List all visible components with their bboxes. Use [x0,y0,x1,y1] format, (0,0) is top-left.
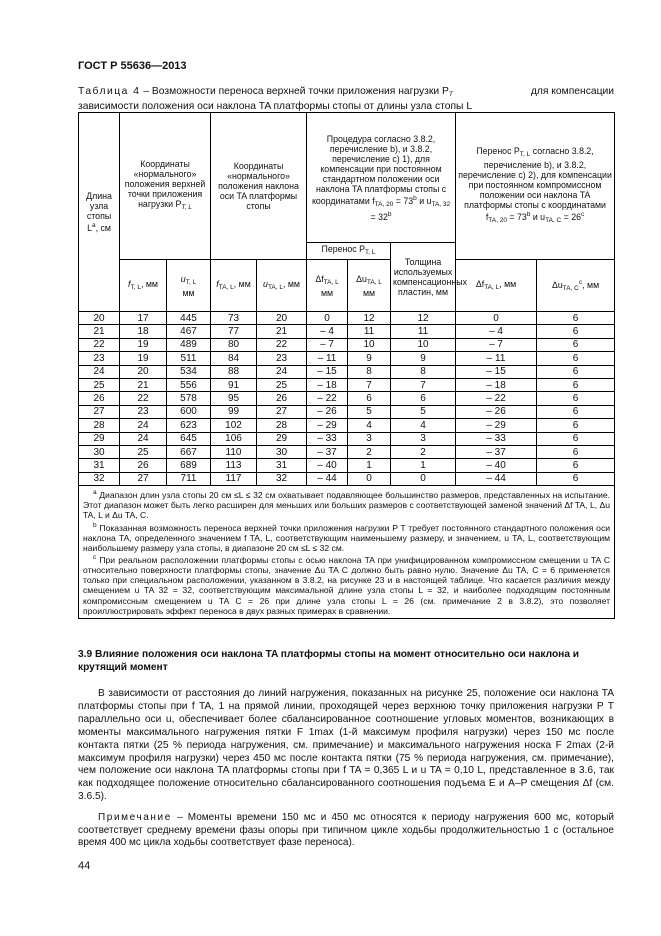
table-cell: 22 [79,338,120,351]
table-row [79,325,615,338]
caption-text-2: зависимости положения оси наклона TA платформы стопы от длины узла стопы L [78,101,473,112]
head-df-tal: $\Delta f_{TA, L}$ мм [307,260,348,312]
table-cell: 117 [211,472,257,485]
table-cell: 12 [391,312,456,325]
table-cell: – 11 [456,352,537,365]
table-cell: 6 [537,445,615,458]
table-cell: 22 [257,338,307,351]
table-cell: – 26 [307,405,348,418]
table-cell: 30 [257,445,307,458]
table-cell: 5 [391,405,456,418]
table-cell: 29 [79,432,120,445]
table-cell: 21 [120,378,167,391]
table-cell: 0 [391,472,456,485]
table-cell: 4 [348,419,391,432]
table-cell: 26 [79,392,120,405]
table-cell: 31 [257,459,307,472]
table-cell: 73 [211,312,257,325]
table-cell: 2 [391,445,456,458]
table-caption: Таблица 4 – Возможности переноса верхней точки приложения нагрузки $P_T$ для компенсации зависимости положения оси наклона TA платформы стопы от длины узла стопы L [78,86,614,112]
table-cell: 689 [167,459,211,472]
table-cell: 24 [120,432,167,445]
note-b: $^b$ Показанная возможность переноса верхней точки приложения нагрузки P T требует постоянного стандартного положения оси наклона TA, определенного значением f TA, L, соответствующим наименьшему размеру, и значением, u TA, L, соответствующим наибольшему размеру узла стопы, в диапазоне 20 см ≤L ≤ 32 см. [83,521,611,553]
note-a: $^а$ Диапазон длин узла стопы 20 см ≤L ≤ 32 см охватывает подавляющее большинство размеров, представленных на испытание. Этот диапазон может быть легко расширен для меньших или больших размеров с соответствующей заменой значений Δf TA, L, Δu TA, L и Δu TA, C. [83,489,611,521]
table-cell: 19 [120,352,167,365]
table-cell: – 40 [456,459,537,472]
head-procedure-2: Перенос $P_{T, L}$ согласно 3.8.2, перечисление b), и 3.8.2, перечисление с) 2), для компенсации при постоянном компромиссном положении оси наклона TA платформы стопы с координатами $f_{TA, 20} = 73^b$ и $u_{TA, C} = 26^с$ [456,113,615,260]
table-cell: 23 [257,352,307,365]
table-cell: 7 [391,378,456,391]
table-4 [78,112,615,619]
table-cell: 113 [211,459,257,472]
table-cell: – 26 [456,405,537,418]
table-row [79,365,615,378]
table-cell: 6 [537,325,615,338]
table-cell: 88 [211,365,257,378]
table-cell: 4 [391,419,456,432]
note-text: – Моменты времени 150 мс и 450 мс относятся к периоду нагружения 600 мс, который соответствует среднему времени фазы опоры при типичном цикле ходьбы продолжительностью 1 с (остальное время 400 мс цикла ходьбы соответствует фазе переноса). [78,812,614,849]
table-cell: 32 [257,472,307,485]
caption-text-1: – Возможности переноса верхней точки приложения нагрузки P [143,86,449,97]
table-row [79,312,615,325]
table-cell: 21 [79,325,120,338]
table-cell: 11 [391,325,456,338]
head-shim-thickness: Толщина используемых компенсационных пластин, мм [391,243,456,312]
table-cell: 2 [348,445,391,458]
head-du-tal: $\Delta u_{TA, L}$ мм [348,260,391,312]
table-cell: 95 [211,392,257,405]
table-cell: 623 [167,419,211,432]
table-cell: 6 [537,365,615,378]
table-row [79,472,615,485]
table-cell: – 29 [307,419,348,432]
table-cell: – 29 [456,419,537,432]
table-cell: 0 [456,312,537,325]
table-row [79,432,615,445]
head-procedure-1: Процедура согласно 3.8.2, перечисление b), и 3.8.2, перечисление с) 1), для компенсации при постоянном стандартном положении оси наклона TA платформы стопы с координатами $f_{TA, 20} = 73^b$ и $u_{TA, 32} = 32^b$ [307,113,456,243]
table-cell: 10 [348,338,391,351]
table-cell: 80 [211,338,257,351]
table-cell: 5 [348,405,391,418]
table-cell: – 44 [456,472,537,485]
head-u-tal: $u_{TA, L}$, мм [257,260,307,312]
table-cell: 26 [257,392,307,405]
table-cell: – 33 [456,432,537,445]
table-row [79,378,615,391]
table-cell: 20 [257,312,307,325]
table-cell: – 37 [307,445,348,458]
table-cell: – 11 [307,352,348,365]
table-cell: 600 [167,405,211,418]
head-f-tal: $f_{TA, L}$, мм [211,260,257,312]
section-title: 3.9 Влияние положения оси наклона TA платформы стопы на момент относительно оси наклона и крутящий момент [78,649,580,673]
caption-label: Таблица 4 [78,86,141,97]
table-cell: – 22 [456,392,537,405]
table-cell: 6 [537,405,615,418]
table-cell: 6 [537,352,615,365]
table-cell: 28 [79,419,120,432]
table-cell: 29 [257,432,307,445]
caption-text-1-end: для компенсации [530,86,614,97]
note-paragraph [78,812,614,850]
table-row [79,352,615,365]
table-row [79,392,615,405]
table-cell: 99 [211,405,257,418]
table-cell: 91 [211,378,257,391]
table-cell: 445 [167,312,211,325]
table-notes [79,486,615,619]
table-cell: – 15 [307,365,348,378]
table-cell: 467 [167,325,211,338]
table-cell: 20 [120,365,167,378]
table-cell: – 18 [456,378,537,391]
table-row [79,405,615,418]
table-cell: 27 [257,405,307,418]
table-cell: – 44 [307,472,348,485]
table-cell: 489 [167,338,211,351]
table-cell: – 37 [456,445,537,458]
head-u-tl: $u_{T, L}$ мм [167,260,211,312]
table-cell: 18 [120,325,167,338]
body-paragraph: В зависимости от расстояния до линий нагружения, показанных на рисунке 25, положение оси наклона TA платформы стопы при f TA, 1 на прямой линии, проходящей через верхнюю точку приложения нагрузки P T параллельно оси u, обеспечивает более сбалансированное соотношение угловых моментов, возникающих в моменты максимального нагружения пятки F 1max (1-й максимум профиля нагрузки) через 150 мс после контакта пятки (25 % периода нагружения, см. примечание) и максимального нагружения носка F 2max (2-й максимум профиля нагрузки) через 450 мс после контакта пятки (75 % периода нагружения, см. примечание), чем положение оси наклона TA платформы стопы при f TA = 0,365 L и u TA = 0,10 L, представленное в 3.6, так как подходящее положение относительно сбалансированного соотношения подъема E и A–P смещения Δf (см. 3.6.5). [78,688,614,803]
table-cell: 7 [348,378,391,391]
table-cell: 711 [167,472,211,485]
table-cell: 9 [391,352,456,365]
table-cell: 21 [257,325,307,338]
table-cell: 84 [211,352,257,365]
table-cell: 10 [391,338,456,351]
head-du-tac: $\Delta u_{TA, C}^c$, мм [537,260,615,312]
table-cell: – 7 [307,338,348,351]
table-cell: – 33 [307,432,348,445]
table-cell: 6 [537,419,615,432]
table-cell: – 4 [307,325,348,338]
table-cell: 6 [537,312,615,325]
head-transfer: Перенос $P_{T, L}$ [307,243,391,260]
head-length: Длина узла стопы $L^а$, см [79,113,120,312]
table-cell: 0 [307,312,348,325]
table-cell: 24 [120,419,167,432]
table-cell: 20 [79,312,120,325]
table-cell: – 18 [307,378,348,391]
head-df-tal-2: $\Delta f_{TA, L}$, мм [456,260,537,312]
table-cell: 578 [167,392,211,405]
table-cell: 1 [348,459,391,472]
table-row [79,338,615,351]
table-row [79,419,615,432]
table-cell: 3 [391,432,456,445]
table-cell: 27 [79,405,120,418]
table-cell: 23 [79,352,120,365]
table-cell: 511 [167,352,211,365]
table-cell: 22 [120,392,167,405]
table-cell: – 22 [307,392,348,405]
table-cell: 23 [120,405,167,418]
table-cell: 77 [211,325,257,338]
head-f-tl: $f_{T, L}$, мм [120,260,167,312]
table-cell: 6 [537,338,615,351]
table-cell: 556 [167,378,211,391]
table-body [79,312,615,486]
table-row [79,445,615,458]
table-cell: 17 [120,312,167,325]
table-cell: 3 [348,432,391,445]
table-cell: 6 [537,432,615,445]
table-cell: 534 [167,365,211,378]
table-cell: 645 [167,432,211,445]
page-number: 44 [78,860,91,872]
table-cell: 24 [79,365,120,378]
table-cell: 1 [391,459,456,472]
table-cell: 9 [348,352,391,365]
table-cell: 25 [120,445,167,458]
table-cell: 12 [348,312,391,325]
table-cell: 106 [211,432,257,445]
table-cell: 6 [537,378,615,391]
table-cell: 25 [79,378,120,391]
table-cell: 102 [211,419,257,432]
document-header: ГОСТ Р 55636—2013 [78,60,187,72]
table-cell: 6 [537,459,615,472]
table-cell: 667 [167,445,211,458]
table-cell: 6 [348,392,391,405]
table-cell: 24 [257,365,307,378]
table-cell: 30 [79,445,120,458]
table-cell: 27 [120,472,167,485]
table-cell: – 7 [456,338,537,351]
table-cell: 26 [120,459,167,472]
table-cell: 6 [537,472,615,485]
table-row [79,459,615,472]
table-cell: 8 [348,365,391,378]
table-cell: 19 [120,338,167,351]
note-label: Примечание [98,812,172,823]
table-cell: 32 [79,472,120,485]
table-cell: 0 [348,472,391,485]
table-cell: 110 [211,445,257,458]
table-cell: 31 [79,459,120,472]
table-cell: 11 [348,325,391,338]
note-c: $^с$ При реальном расположении платформы стопы с осью наклона TA при унифицированном компромиссном смещении u TA C относительно поверхности платформы стопы, значение Δu TA C должно быть равно нулю. Значение Δu TA, C = 6 применяется только при специальном расположении, указанном в 3.8.2, на рисунке 23 и в настоящей таблице. Что касается различия между смещением u TA 32 = 32, соответствующим максимальной длине узла стопы L = 32, и наиболее подходящим постоянным компромиссным смещением u TA C = 26 при длине узла стопы L = 26 (см. примечание 2 в 3.8.2), это позволяет проиллюстрировать эффект переноса в двух разных примерах в сравнении. [83,554,611,616]
table-head [79,113,615,312]
table-cell: – 40 [307,459,348,472]
table-cell: 25 [257,378,307,391]
table-cell: – 15 [456,365,537,378]
head-normal-axis: Координаты «нормального» положения наклона оси TA платформы стопы [211,113,307,260]
table-cell: – 4 [456,325,537,338]
table-cell: 8 [391,365,456,378]
table-cell: 6 [537,392,615,405]
head-normal-load-point: Координаты «нормального» положения верхней точки приложения нагрузки $P_{T, L}$ [120,113,211,260]
table-cell: 28 [257,419,307,432]
table-cell: 6 [391,392,456,405]
